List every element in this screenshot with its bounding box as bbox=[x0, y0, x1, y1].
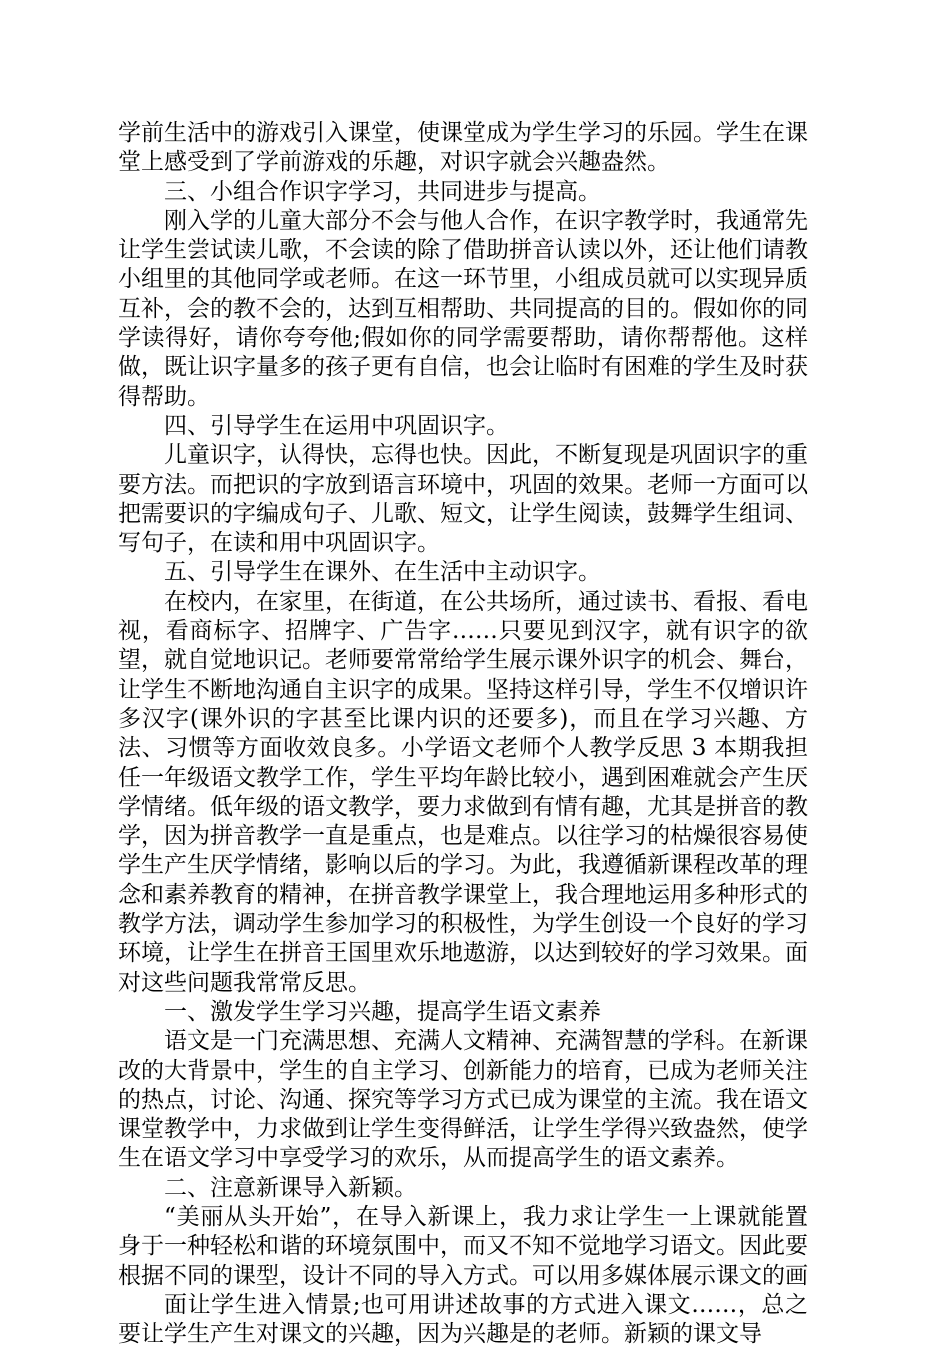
section-heading-2: 二、注意新课导入新颖。 bbox=[164, 1174, 417, 1201]
document-body bbox=[118, 119, 808, 1349]
paragraph-4: 在校内，在家里，在街道，在公共场所，通过读书、看报、看电视，看商标字、招牌字、广告字……只要见到汉字，就有识字的欲望，就自觉地识记。老师要常常给学生展示课外识字的机会、舞台，让学生不断地沟通自主识字的成果。坚持这样引导，学生不仅增识许多汉字(课外识的字甚至比课内识的还要多)，而且在学习兴趣、方法、习惯等方面收效良多。小学语文老师个人教学反思 3 本期我担任一年级语文教学工作，学生平均年龄比较小，遇到困难就会产生厌学情绪。低年级的语文教学，要力求做到有情有趣，尤其是拼音的教学，因为拼音教学一直是重点，也是难点。以往学习的枯燥很容易使学生产生厌学情绪，影响以后的学习。为此，我遵循新课程改革的理念和素养教育的精神，在拼音教学课堂上，我合理地运用多种形式的教学方法，调动学生参加学习的积极性，为学生创设一个良好的学习环境，让学生在拼音王国里欢乐地遨游，以达到较好的学习效果。面对这些问题我常常反思。 bbox=[118, 588, 808, 996]
paragraph-3: 儿童识字，认得快，忘得也快。因此，不断复现是巩固识字的重要方法。而把识的字放到语言环境中，巩固的效果。老师一方面可以把需要识的字编成句子、儿歌、短文，让学生阅读，鼓舞学生组词、写句子，在读和用中巩固识字。 bbox=[118, 442, 808, 557]
section-heading-1: 一、激发学生学习兴趣，提高学生语文素养 bbox=[164, 998, 601, 1025]
section-heading-4: 四、引导学生在运用中巩固识字。 bbox=[164, 412, 509, 439]
paragraph-2: 刚入学的儿童大部分不会与他人合作，在识字教学时，我通常先让学生尝试读儿歌，不会读的除了借助拼音认读以外，还让他们请教小组里的其他同学或老师。在这一环节里，小组成员就可以实现异质互补，会的教不会的，达到互相帮助、共同提高的目的。假如你的同学读得好，请你夸夸他;假如你的同学需要帮助，请你帮帮他。这样做，既让识字量多的孩子更有自信，也会让临时有困难的学生及时获得帮助。 bbox=[118, 207, 808, 410]
section-heading-5: 五、引导学生在课外、在生活中主动识字。 bbox=[164, 559, 601, 586]
paragraph-5: 语文是一门充满思想、充满人文精神、充满智慧的学科。在新课改的大背景中，学生的自主学习、创新能力的培育，已成为老师关注的热点，讨论、沟通、探究等学习方式已成为课堂的主流。我在语文课堂教学中，力求做到让学生变得鲜活，让学生学得兴致盎然，使学生在语文学习中享受学习的欢乐，从而提高学生的语文素养。 bbox=[118, 1028, 808, 1172]
paragraph-6: “美丽从头开始”，在导入新课上，我力求让学生一上课就能置身于一种轻松和谐的环境氛围中，而又不知不觉地学习语文。因此要根据不同的课型，设计不同的导入方式。可以用多媒体展示课文的画 bbox=[118, 1203, 808, 1289]
section-heading-3: 三、小组合作识字学习，共同进步与提高。 bbox=[164, 178, 601, 205]
paragraph-1: 学前生活中的游戏引入课堂，使课堂成为学生学习的乐园。学生在课堂上感受到了学前游戏的乐趣，对识字就会兴趣盎然。 bbox=[118, 120, 808, 176]
paragraph-7: 面让学生进入情景;也可用讲述故事的方式进入课文……，总之要让学生产生对课文的兴趣，因为兴趣是的老师。新颖的课文导 bbox=[118, 1291, 808, 1348]
